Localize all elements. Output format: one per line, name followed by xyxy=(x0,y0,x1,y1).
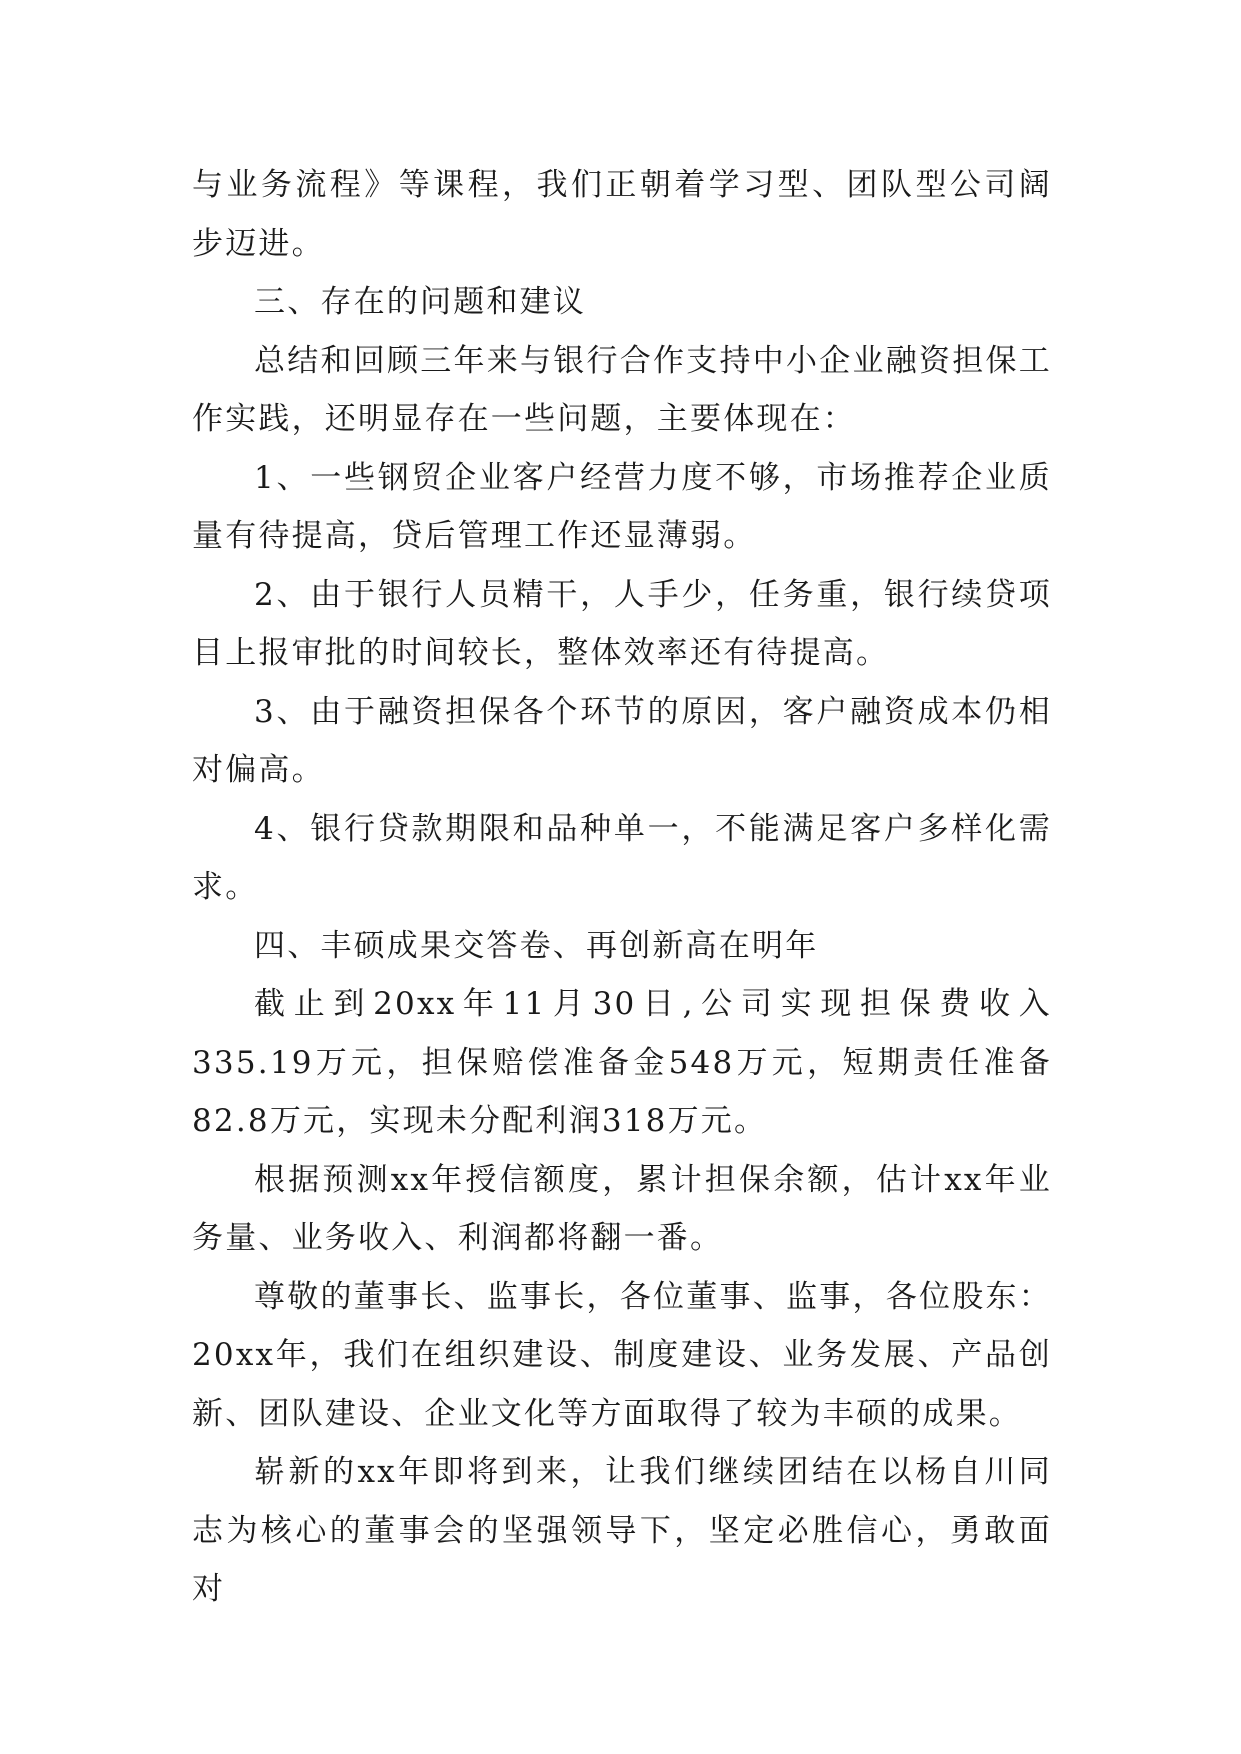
document-body xyxy=(192,156,1052,1619)
paragraph-closing: 崭新的xx年即将到来，让我们继续团结在以杨自川同志为核心的董事会的坚强领导下，坚定必胜信心，勇敢面对 xyxy=(192,1454,1052,1607)
paragraph-address: 尊敬的董事长、监事长，各位董事、监事，各位股东：20xx年，我们在组织建设、制度建设、业务发展、产品创新、团队建设、企业文化等方面取得了较为丰硕的成果。 xyxy=(192,1278,1052,1432)
list-item-4: 4、银行贷款期限和品种单一，不能满足客户多样化需求。 xyxy=(192,810,1052,905)
paragraph-course-progress: 与业务流程》等课程，我们正朝着学习型、团队型公司阔步迈进。 xyxy=(192,167,1052,262)
paragraph-summary: 总结和回顾三年来与银行合作支持中小企业融资担保工作实践，还明显存在一些问题，主要体现在： xyxy=(192,342,1052,437)
list-item-2: 2、由于银行人员精干，人手少，任务重，银行续贷项目上报审批的时间较长，整体效率还有待提高。 xyxy=(192,576,1052,671)
list-item-3: 3、由于融资担保各个环节的原因，客户融资成本仍相对偏高。 xyxy=(192,693,1052,788)
section-heading-results: 四、丰硕成果交答卷、再创新高在明年 xyxy=(254,927,819,964)
section-heading-problems: 三、存在的问题和建议 xyxy=(254,284,586,320)
paragraph-financials: 截止到20xx年11月30日,公司实现担保费收入335.19万元，担保赔偿准备金548万元，短期责任准备82.8万元，实现未分配利润318万元。 xyxy=(192,986,1052,1139)
list-item-1: 1、一些钢贸企业客户经营力度不够，市场推荐企业质量有待提高，贷后管理工作还显薄弱。 xyxy=(192,459,1052,554)
paragraph-forecast: 根据预测xx年授信额度，累计担保余额，估计xx年业务量、业务收入、利润都将翻一番。 xyxy=(192,1161,1052,1256)
